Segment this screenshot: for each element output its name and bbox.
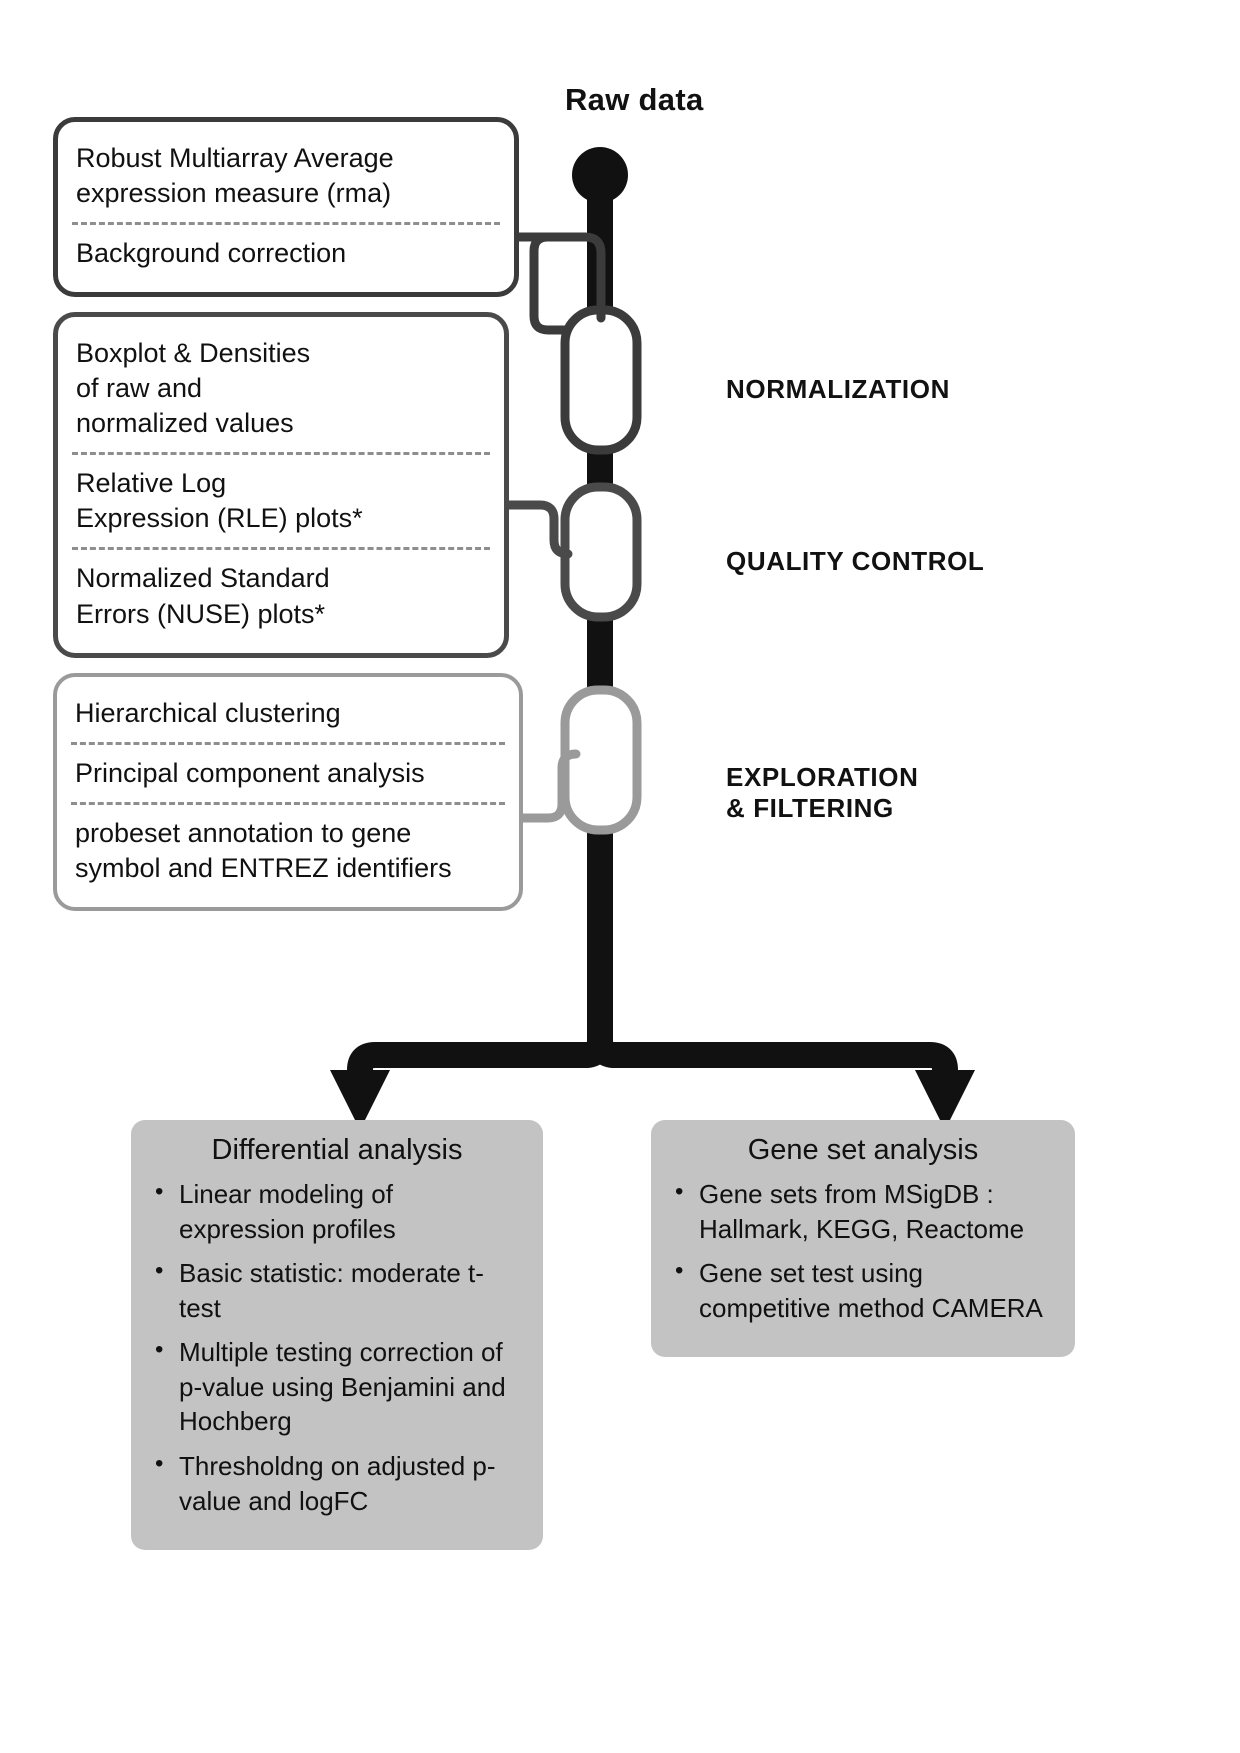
step-item-boxplot-line3: normalized values [76, 408, 294, 439]
start-node [572, 147, 628, 203]
step-item-probeset-line2: symbol and ENTREZ identifiers [75, 853, 452, 884]
step-item-rle-line1: Relative Log [76, 468, 227, 499]
step-item-pca: Principal component analysis [75, 758, 425, 789]
list-item: • Gene set test using competitive method CAMERA [669, 1256, 1057, 1325]
step-item-background-correction: Background correction [76, 238, 347, 269]
step-divider [72, 222, 500, 225]
output-bullet-list-differential [149, 1177, 525, 1518]
step-box-normalization [53, 117, 519, 297]
step-item-rle-line2: Expression (RLE) plots* [76, 503, 363, 534]
stage-connector-normalization [570, 237, 601, 318]
stage-label-exploration-line2: & FILTERING [726, 793, 894, 824]
step-item-hierarchical-clustering: Hierarchical clustering [75, 698, 341, 728]
list-item: • Thresholdng on adjusted p-value and logFC [149, 1449, 525, 1518]
step-item-rma-line1: Robust Multiarray Average [76, 143, 394, 173]
output-title-differential-analysis: Differential analysis [211, 1134, 463, 1166]
step-item-boxplot-line1: Boxplot & Densities [76, 338, 311, 368]
list-item: • Linear modeling of expression profiles [149, 1177, 525, 1246]
stage-hook-normalization [534, 237, 570, 330]
stage-label-quality-control: QUALITY CONTROL [726, 546, 985, 576]
step-item-nuse-plots [58, 552, 504, 640]
step-item-probeset-line1: probeset annotation to gene [75, 818, 412, 849]
spacer [572, 318, 601, 374]
stage-node-quality-control [565, 487, 637, 617]
step-box-exploration [53, 673, 523, 911]
step-divider [72, 547, 490, 550]
step-item-boxplot-densities [58, 327, 504, 450]
step-divider [71, 802, 505, 805]
output-bullet-list-geneset [669, 1177, 1057, 1325]
list-item: • Multiple testing correction of p-value using Benjamini and Hochberg [149, 1335, 525, 1439]
stage-hook-quality-control [509, 505, 568, 554]
output-title-gene-set-analysis: Gene set analysis [747, 1134, 979, 1166]
step-item-probeset-annotation [57, 807, 519, 895]
stage-label-exploration [726, 762, 918, 824]
output-panel-differential-analysis [131, 1120, 543, 1550]
stage-node-normalization [565, 310, 637, 450]
step-item-rle-plots [58, 457, 504, 545]
stage-label-normalization: NORMALIZATION [726, 374, 950, 404]
step-divider [71, 742, 505, 745]
stage-hook-exploration [523, 754, 576, 818]
raw-data-title: Raw data [565, 82, 704, 117]
step-item-rma-line2: expression measure (rma) [76, 178, 392, 209]
step-item-rma [58, 132, 514, 220]
branch-right [600, 1020, 945, 1100]
step-item-nuse-line2: Errors (NUSE) plots* [76, 598, 326, 629]
list-item: • Gene sets from MSigDB : Hallmark, KEGG, Reactome [669, 1177, 1057, 1246]
step-divider [72, 452, 490, 455]
list-item: • Basic statistic: moderate t-test [149, 1256, 525, 1325]
branch-left [360, 1020, 600, 1100]
step-item-nuse-line1: Normalized Standard [76, 563, 330, 594]
step-box-quality-control [53, 312, 509, 658]
stage-label-exploration-line1: EXPLORATION [726, 762, 919, 792]
stage-node-exploration [565, 690, 637, 830]
step-item-boxplot-line2: of raw and [76, 373, 203, 404]
output-panel-gene-set-analysis [651, 1120, 1075, 1357]
